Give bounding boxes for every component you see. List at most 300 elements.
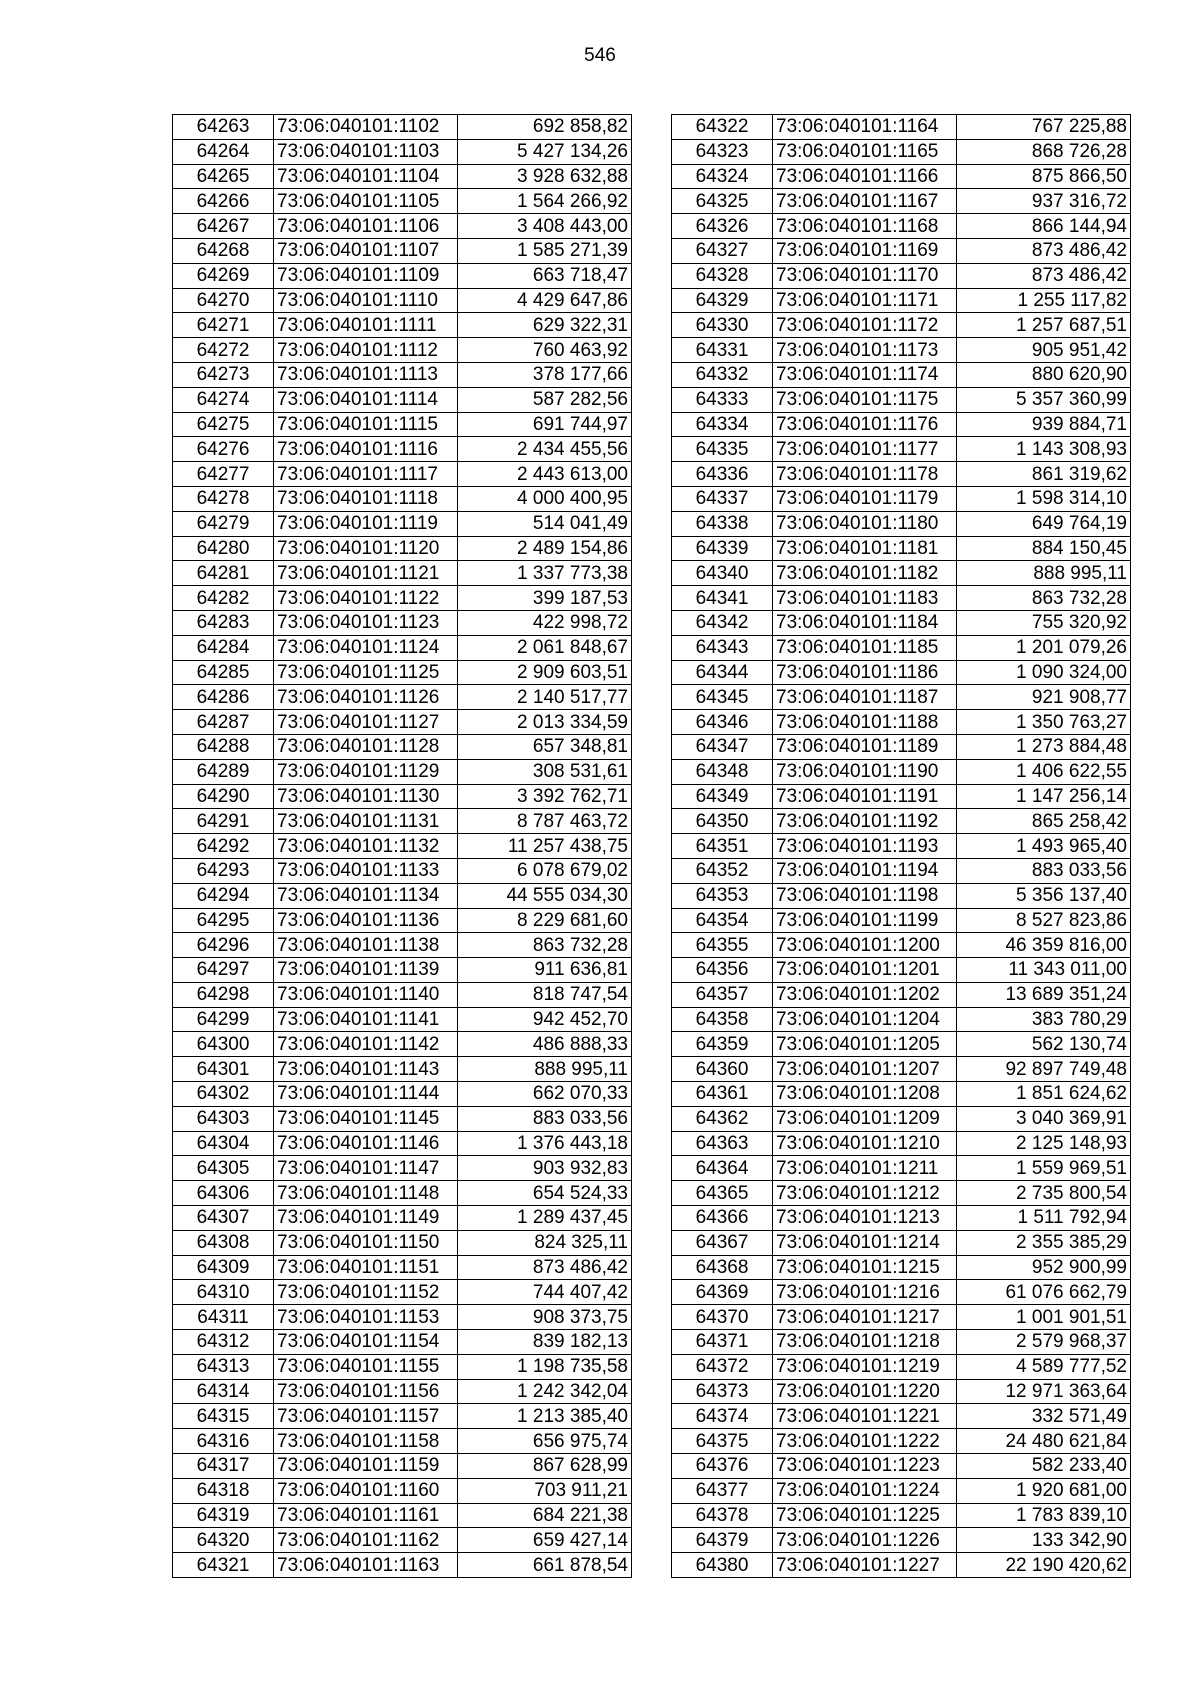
cadastral-number-cell: 73:06:040101:1202	[773, 982, 957, 1007]
row-number-cell: 64352	[672, 858, 773, 883]
table-row	[672, 1354, 1131, 1379]
row-number-cell: 64357	[672, 982, 773, 1007]
table-row	[173, 759, 632, 784]
row-number-cell: 64269	[173, 263, 274, 288]
row-number-cell: 64358	[672, 1007, 773, 1032]
value-cell: 659 427,14	[458, 1528, 632, 1553]
value-cell: 2 061 848,67	[458, 635, 632, 660]
cadastral-number-cell: 73:06:040101:1219	[773, 1354, 957, 1379]
row-number-cell: 64364	[672, 1156, 773, 1181]
cadastral-number-cell: 73:06:040101:1211	[773, 1156, 957, 1181]
table-row	[672, 1230, 1131, 1255]
table-row	[173, 536, 632, 561]
row-number-cell: 64274	[173, 387, 274, 412]
value-cell: 582 233,40	[957, 1454, 1131, 1479]
table-row	[173, 1454, 632, 1479]
cadastral-number-cell: 73:06:040101:1223	[773, 1454, 957, 1479]
table-row	[173, 586, 632, 611]
cadastral-number-cell: 73:06:040101:1150	[274, 1230, 458, 1255]
cadastral-number-cell: 73:06:040101:1208	[773, 1082, 957, 1107]
table-row	[173, 1206, 632, 1231]
cadastral-number-cell: 73:06:040101:1128	[274, 734, 458, 759]
table-row	[672, 164, 1131, 189]
row-number-cell: 64296	[173, 933, 274, 958]
table-row	[672, 288, 1131, 313]
cadastral-number-cell: 73:06:040101:1151	[274, 1255, 458, 1280]
row-number-cell: 64347	[672, 734, 773, 759]
value-cell: 3 928 632,88	[458, 164, 632, 189]
row-number-cell: 64362	[672, 1106, 773, 1131]
cadastral-number-cell: 73:06:040101:1126	[274, 685, 458, 710]
cadastral-number-cell: 73:06:040101:1131	[274, 809, 458, 834]
table-row	[672, 462, 1131, 487]
value-cell: 378 177,66	[458, 362, 632, 387]
value-cell: 1 920 681,00	[957, 1478, 1131, 1503]
row-number-cell: 64304	[173, 1131, 274, 1156]
cadastral-number-cell: 73:06:040101:1200	[773, 933, 957, 958]
cadastral-number-cell: 73:06:040101:1193	[773, 834, 957, 859]
row-number-cell: 64276	[173, 437, 274, 462]
value-cell: 11 343 011,00	[957, 958, 1131, 983]
value-cell: 911 636,81	[458, 958, 632, 983]
cadastral-number-cell: 73:06:040101:1124	[274, 635, 458, 660]
table-row	[173, 958, 632, 983]
table-row	[672, 561, 1131, 586]
value-cell: 868 726,28	[957, 139, 1131, 164]
value-cell: 422 998,72	[458, 610, 632, 635]
row-number-cell: 64301	[173, 1057, 274, 1082]
row-number-cell: 64318	[173, 1478, 274, 1503]
cadastral-number-cell: 73:06:040101:1191	[773, 784, 957, 809]
value-cell: 587 282,56	[458, 387, 632, 412]
row-number-cell: 64377	[672, 1478, 773, 1503]
row-number-cell: 64324	[672, 164, 773, 189]
table-row	[173, 1181, 632, 1206]
cadastral-number-cell: 73:06:040101:1179	[773, 486, 957, 511]
row-number-cell: 64292	[173, 834, 274, 859]
value-cell: 5 357 360,99	[957, 387, 1131, 412]
value-cell: 6 078 679,02	[458, 858, 632, 883]
cadastral-number-cell: 73:06:040101:1190	[773, 759, 957, 784]
table-row	[173, 883, 632, 908]
value-cell: 3 392 762,71	[458, 784, 632, 809]
value-cell: 92 897 749,48	[957, 1057, 1131, 1082]
row-number-cell: 64299	[173, 1007, 274, 1032]
row-number-cell: 64366	[672, 1206, 773, 1231]
table-row	[672, 1429, 1131, 1454]
row-number-cell: 64327	[672, 238, 773, 263]
table-row	[173, 437, 632, 462]
cadastral-number-cell: 73:06:040101:1168	[773, 214, 957, 239]
table-row	[173, 1404, 632, 1429]
value-cell: 908 373,75	[458, 1305, 632, 1330]
table-row	[672, 263, 1131, 288]
value-cell: 3 040 369,91	[957, 1106, 1131, 1131]
cadastral-number-cell: 73:06:040101:1142	[274, 1032, 458, 1057]
cadastral-number-cell: 73:06:040101:1118	[274, 486, 458, 511]
cadastral-number-cell: 73:06:040101:1169	[773, 238, 957, 263]
table-row	[672, 660, 1131, 685]
cadastral-number-cell: 73:06:040101:1213	[773, 1206, 957, 1231]
row-number-cell: 64378	[672, 1503, 773, 1528]
cadastral-number-cell: 73:06:040101:1164	[773, 115, 957, 140]
value-cell: 1 289 437,45	[458, 1206, 632, 1231]
value-cell: 629 322,31	[458, 313, 632, 338]
table-row	[672, 238, 1131, 263]
table-row	[173, 1478, 632, 1503]
row-number-cell: 64344	[672, 660, 773, 685]
row-number-cell: 64316	[173, 1429, 274, 1454]
table-row	[173, 1057, 632, 1082]
row-number-cell: 64270	[173, 288, 274, 313]
value-cell: 308 531,61	[458, 759, 632, 784]
value-cell: 818 747,54	[458, 982, 632, 1007]
value-cell: 884 150,45	[957, 536, 1131, 561]
value-cell: 865 258,42	[957, 809, 1131, 834]
cadastral-number-cell: 73:06:040101:1184	[773, 610, 957, 635]
table-row	[173, 214, 632, 239]
cadastral-number-cell: 73:06:040101:1183	[773, 586, 957, 611]
table-row	[173, 1032, 632, 1057]
value-cell: 8 527 823,86	[957, 908, 1131, 933]
cadastral-number-cell: 73:06:040101:1171	[773, 288, 957, 313]
cadastral-number-cell: 73:06:040101:1102	[274, 115, 458, 140]
row-number-cell: 64333	[672, 387, 773, 412]
table-row	[173, 561, 632, 586]
cadastral-number-cell: 73:06:040101:1160	[274, 1478, 458, 1503]
cadastral-number-cell: 73:06:040101:1222	[773, 1429, 957, 1454]
row-number-cell: 64306	[173, 1181, 274, 1206]
table-row	[672, 1280, 1131, 1305]
cadastral-number-cell: 73:06:040101:1155	[274, 1354, 458, 1379]
value-cell: 921 908,77	[957, 685, 1131, 710]
value-cell: 46 359 816,00	[957, 933, 1131, 958]
row-number-cell: 64337	[672, 486, 773, 511]
table-row	[672, 139, 1131, 164]
cadastral-number-cell: 73:06:040101:1111	[274, 313, 458, 338]
row-number-cell: 64323	[672, 139, 773, 164]
cadastral-number-cell: 73:06:040101:1104	[274, 164, 458, 189]
value-cell: 1 598 314,10	[957, 486, 1131, 511]
row-number-cell: 64297	[173, 958, 274, 983]
value-cell: 2 909 603,51	[458, 660, 632, 685]
cadastral-number-cell: 73:06:040101:1205	[773, 1032, 957, 1057]
row-number-cell: 64282	[173, 586, 274, 611]
table-row	[672, 1503, 1131, 1528]
table-row	[672, 685, 1131, 710]
row-number-cell: 64281	[173, 561, 274, 586]
registry-table-left	[172, 114, 632, 1578]
cadastral-number-cell: 73:06:040101:1225	[773, 1503, 957, 1528]
cadastral-number-cell: 73:06:040101:1186	[773, 660, 957, 685]
table-row	[173, 908, 632, 933]
table-row	[672, 1379, 1131, 1404]
table-row	[173, 1379, 632, 1404]
table-row	[672, 115, 1131, 140]
value-cell: 2 735 800,54	[957, 1181, 1131, 1206]
row-number-cell: 64374	[672, 1404, 773, 1429]
table-row	[672, 1454, 1131, 1479]
table-row	[173, 1230, 632, 1255]
cadastral-number-cell: 73:06:040101:1140	[274, 982, 458, 1007]
row-number-cell: 64278	[173, 486, 274, 511]
value-cell: 61 076 662,79	[957, 1280, 1131, 1305]
table-row	[672, 1478, 1131, 1503]
row-number-cell: 64376	[672, 1454, 773, 1479]
row-number-cell: 64311	[173, 1305, 274, 1330]
value-cell: 937 316,72	[957, 189, 1131, 214]
value-cell: 1 147 256,14	[957, 784, 1131, 809]
row-number-cell: 64373	[672, 1379, 773, 1404]
cadastral-number-cell: 73:06:040101:1116	[274, 437, 458, 462]
row-number-cell: 64291	[173, 809, 274, 834]
table-row	[173, 412, 632, 437]
value-cell: 760 463,92	[458, 338, 632, 363]
value-cell: 839 182,13	[458, 1330, 632, 1355]
cadastral-number-cell: 73:06:040101:1188	[773, 710, 957, 735]
row-number-cell: 64275	[173, 412, 274, 437]
cadastral-number-cell: 73:06:040101:1138	[274, 933, 458, 958]
value-cell: 8 229 681,60	[458, 908, 632, 933]
table-row	[173, 933, 632, 958]
value-cell: 692 858,82	[458, 115, 632, 140]
value-cell: 755 320,92	[957, 610, 1131, 635]
value-cell: 703 911,21	[458, 1478, 632, 1503]
table-row	[173, 1106, 632, 1131]
value-cell: 2 125 148,93	[957, 1131, 1131, 1156]
row-number-cell: 64303	[173, 1106, 274, 1131]
table-row	[672, 586, 1131, 611]
row-number-cell: 64341	[672, 586, 773, 611]
value-cell: 399 187,53	[458, 586, 632, 611]
value-cell: 1 213 385,40	[458, 1404, 632, 1429]
row-number-cell: 64279	[173, 511, 274, 536]
value-cell: 12 971 363,64	[957, 1379, 1131, 1404]
row-number-cell: 64321	[173, 1553, 274, 1578]
value-cell: 942 452,70	[458, 1007, 632, 1032]
table-row	[672, 1181, 1131, 1206]
table-row	[173, 635, 632, 660]
cadastral-number-cell: 73:06:040101:1113	[274, 362, 458, 387]
row-number-cell: 64368	[672, 1255, 773, 1280]
cadastral-number-cell: 73:06:040101:1192	[773, 809, 957, 834]
table-row	[672, 1057, 1131, 1082]
cadastral-number-cell: 73:06:040101:1189	[773, 734, 957, 759]
row-number-cell: 64371	[672, 1330, 773, 1355]
row-number-cell: 64317	[173, 1454, 274, 1479]
cadastral-number-cell: 73:06:040101:1161	[274, 1503, 458, 1528]
row-number-cell: 64359	[672, 1032, 773, 1057]
value-cell: 905 951,42	[957, 338, 1131, 363]
value-cell: 654 524,33	[458, 1181, 632, 1206]
cadastral-number-cell: 73:06:040101:1103	[274, 139, 458, 164]
table-row	[672, 933, 1131, 958]
cadastral-number-cell: 73:06:040101:1172	[773, 313, 957, 338]
cadastral-number-cell: 73:06:040101:1199	[773, 908, 957, 933]
cadastral-number-cell: 73:06:040101:1226	[773, 1528, 957, 1553]
cadastral-number-cell: 73:06:040101:1132	[274, 834, 458, 859]
value-cell: 1 376 443,18	[458, 1131, 632, 1156]
row-number-cell: 64329	[672, 288, 773, 313]
row-number-cell: 64288	[173, 734, 274, 759]
value-cell: 861 319,62	[957, 462, 1131, 487]
row-number-cell: 64305	[173, 1156, 274, 1181]
cadastral-number-cell: 73:06:040101:1227	[773, 1553, 957, 1578]
value-cell: 562 130,74	[957, 1032, 1131, 1057]
cadastral-number-cell: 73:06:040101:1162	[274, 1528, 458, 1553]
row-number-cell: 64271	[173, 313, 274, 338]
table-row	[173, 1280, 632, 1305]
cadastral-number-cell: 73:06:040101:1106	[274, 214, 458, 239]
row-number-cell: 64349	[672, 784, 773, 809]
cadastral-number-cell: 73:06:040101:1220	[773, 1379, 957, 1404]
cadastral-number-cell: 73:06:040101:1153	[274, 1305, 458, 1330]
row-number-cell: 64289	[173, 759, 274, 784]
value-cell: 1 143 308,93	[957, 437, 1131, 462]
cadastral-number-cell: 73:06:040101:1204	[773, 1007, 957, 1032]
table-row	[173, 115, 632, 140]
value-cell: 1 783 839,10	[957, 1503, 1131, 1528]
value-cell: 2 013 334,59	[458, 710, 632, 735]
value-cell: 4 000 400,95	[458, 486, 632, 511]
row-number-cell: 64268	[173, 238, 274, 263]
value-cell: 1 493 965,40	[957, 834, 1131, 859]
cadastral-number-cell: 73:06:040101:1149	[274, 1206, 458, 1231]
value-cell: 867 628,99	[458, 1454, 632, 1479]
cadastral-number-cell: 73:06:040101:1109	[274, 263, 458, 288]
row-number-cell: 64355	[672, 933, 773, 958]
value-cell: 1 406 622,55	[957, 759, 1131, 784]
row-number-cell: 64350	[672, 809, 773, 834]
cadastral-number-cell: 73:06:040101:1194	[773, 858, 957, 883]
table-row	[672, 908, 1131, 933]
row-number-cell: 64334	[672, 412, 773, 437]
row-number-cell: 64267	[173, 214, 274, 239]
table-row	[672, 362, 1131, 387]
cadastral-number-cell: 73:06:040101:1180	[773, 511, 957, 536]
value-cell: 767 225,88	[957, 115, 1131, 140]
cadastral-number-cell: 73:06:040101:1176	[773, 412, 957, 437]
table-row	[672, 338, 1131, 363]
cadastral-number-cell: 73:06:040101:1181	[773, 536, 957, 561]
value-cell: 939 884,71	[957, 412, 1131, 437]
table-row	[672, 486, 1131, 511]
table-row	[672, 1330, 1131, 1355]
table-row	[173, 858, 632, 883]
value-cell: 2 355 385,29	[957, 1230, 1131, 1255]
row-number-cell: 64263	[173, 115, 274, 140]
table-row	[173, 734, 632, 759]
row-number-cell: 64277	[173, 462, 274, 487]
value-cell: 2 443 613,00	[458, 462, 632, 487]
table-row	[672, 635, 1131, 660]
cadastral-number-cell: 73:06:040101:1217	[773, 1305, 957, 1330]
cadastral-number-cell: 73:06:040101:1130	[274, 784, 458, 809]
table-row	[672, 858, 1131, 883]
cadastral-number-cell: 73:06:040101:1173	[773, 338, 957, 363]
value-cell: 883 033,56	[458, 1106, 632, 1131]
row-number-cell: 64284	[173, 635, 274, 660]
table-row	[173, 1156, 632, 1181]
cadastral-number-cell: 73:06:040101:1185	[773, 635, 957, 660]
cadastral-number-cell: 73:06:040101:1147	[274, 1156, 458, 1181]
table-row	[173, 1131, 632, 1156]
table-row	[173, 139, 632, 164]
value-cell: 44 555 034,30	[458, 883, 632, 908]
row-number-cell: 64328	[672, 263, 773, 288]
cadastral-number-cell: 73:06:040101:1133	[274, 858, 458, 883]
value-cell: 880 620,90	[957, 362, 1131, 387]
cadastral-number-cell: 73:06:040101:1163	[274, 1553, 458, 1578]
row-number-cell: 64336	[672, 462, 773, 487]
value-cell: 1 090 324,00	[957, 660, 1131, 685]
table-row	[173, 238, 632, 263]
table-row	[672, 1032, 1131, 1057]
cadastral-number-cell: 73:06:040101:1154	[274, 1330, 458, 1355]
row-number-cell: 64300	[173, 1032, 274, 1057]
table-row	[672, 1206, 1131, 1231]
row-number-cell: 64353	[672, 883, 773, 908]
row-number-cell: 64285	[173, 660, 274, 685]
row-number-cell: 64367	[672, 1230, 773, 1255]
table-row	[173, 486, 632, 511]
value-cell: 1 585 271,39	[458, 238, 632, 263]
table-row	[672, 214, 1131, 239]
cadastral-number-cell: 73:06:040101:1187	[773, 685, 957, 710]
value-cell: 1 242 342,04	[458, 1379, 632, 1404]
cadastral-number-cell: 73:06:040101:1212	[773, 1181, 957, 1206]
value-cell: 863 732,28	[957, 586, 1131, 611]
cadastral-number-cell: 73:06:040101:1156	[274, 1379, 458, 1404]
row-number-cell: 64320	[173, 1528, 274, 1553]
value-cell: 2 489 154,86	[458, 536, 632, 561]
value-cell: 863 732,28	[458, 933, 632, 958]
table-row	[672, 1131, 1131, 1156]
table-row	[672, 313, 1131, 338]
row-number-cell: 64369	[672, 1280, 773, 1305]
row-number-cell: 64319	[173, 1503, 274, 1528]
cadastral-number-cell: 73:06:040101:1175	[773, 387, 957, 412]
cadastral-number-cell: 73:06:040101:1201	[773, 958, 957, 983]
table-row	[173, 834, 632, 859]
table-row	[173, 1007, 632, 1032]
table-row	[173, 288, 632, 313]
value-cell: 11 257 438,75	[458, 834, 632, 859]
row-number-cell: 64351	[672, 834, 773, 859]
value-cell: 657 348,81	[458, 734, 632, 759]
row-number-cell: 64266	[173, 189, 274, 214]
cadastral-number-cell: 73:06:040101:1127	[274, 710, 458, 735]
cadastral-number-cell: 73:06:040101:1114	[274, 387, 458, 412]
table-row	[173, 387, 632, 412]
cadastral-number-cell: 73:06:040101:1148	[274, 1181, 458, 1206]
value-cell: 866 144,94	[957, 214, 1131, 239]
value-cell: 656 975,74	[458, 1429, 632, 1454]
value-cell: 903 932,83	[458, 1156, 632, 1181]
table-row	[672, 1156, 1131, 1181]
cadastral-number-cell: 73:06:040101:1136	[274, 908, 458, 933]
value-cell: 1 851 624,62	[957, 1082, 1131, 1107]
row-number-cell: 64331	[672, 338, 773, 363]
table-row	[173, 362, 632, 387]
cadastral-number-cell: 73:06:040101:1177	[773, 437, 957, 462]
cadastral-number-cell: 73:06:040101:1210	[773, 1131, 957, 1156]
row-number-cell: 64370	[672, 1305, 773, 1330]
value-cell: 4 429 647,86	[458, 288, 632, 313]
cadastral-number-cell: 73:06:040101:1146	[274, 1131, 458, 1156]
cadastral-number-cell: 73:06:040101:1166	[773, 164, 957, 189]
value-cell: 663 718,47	[458, 263, 632, 288]
